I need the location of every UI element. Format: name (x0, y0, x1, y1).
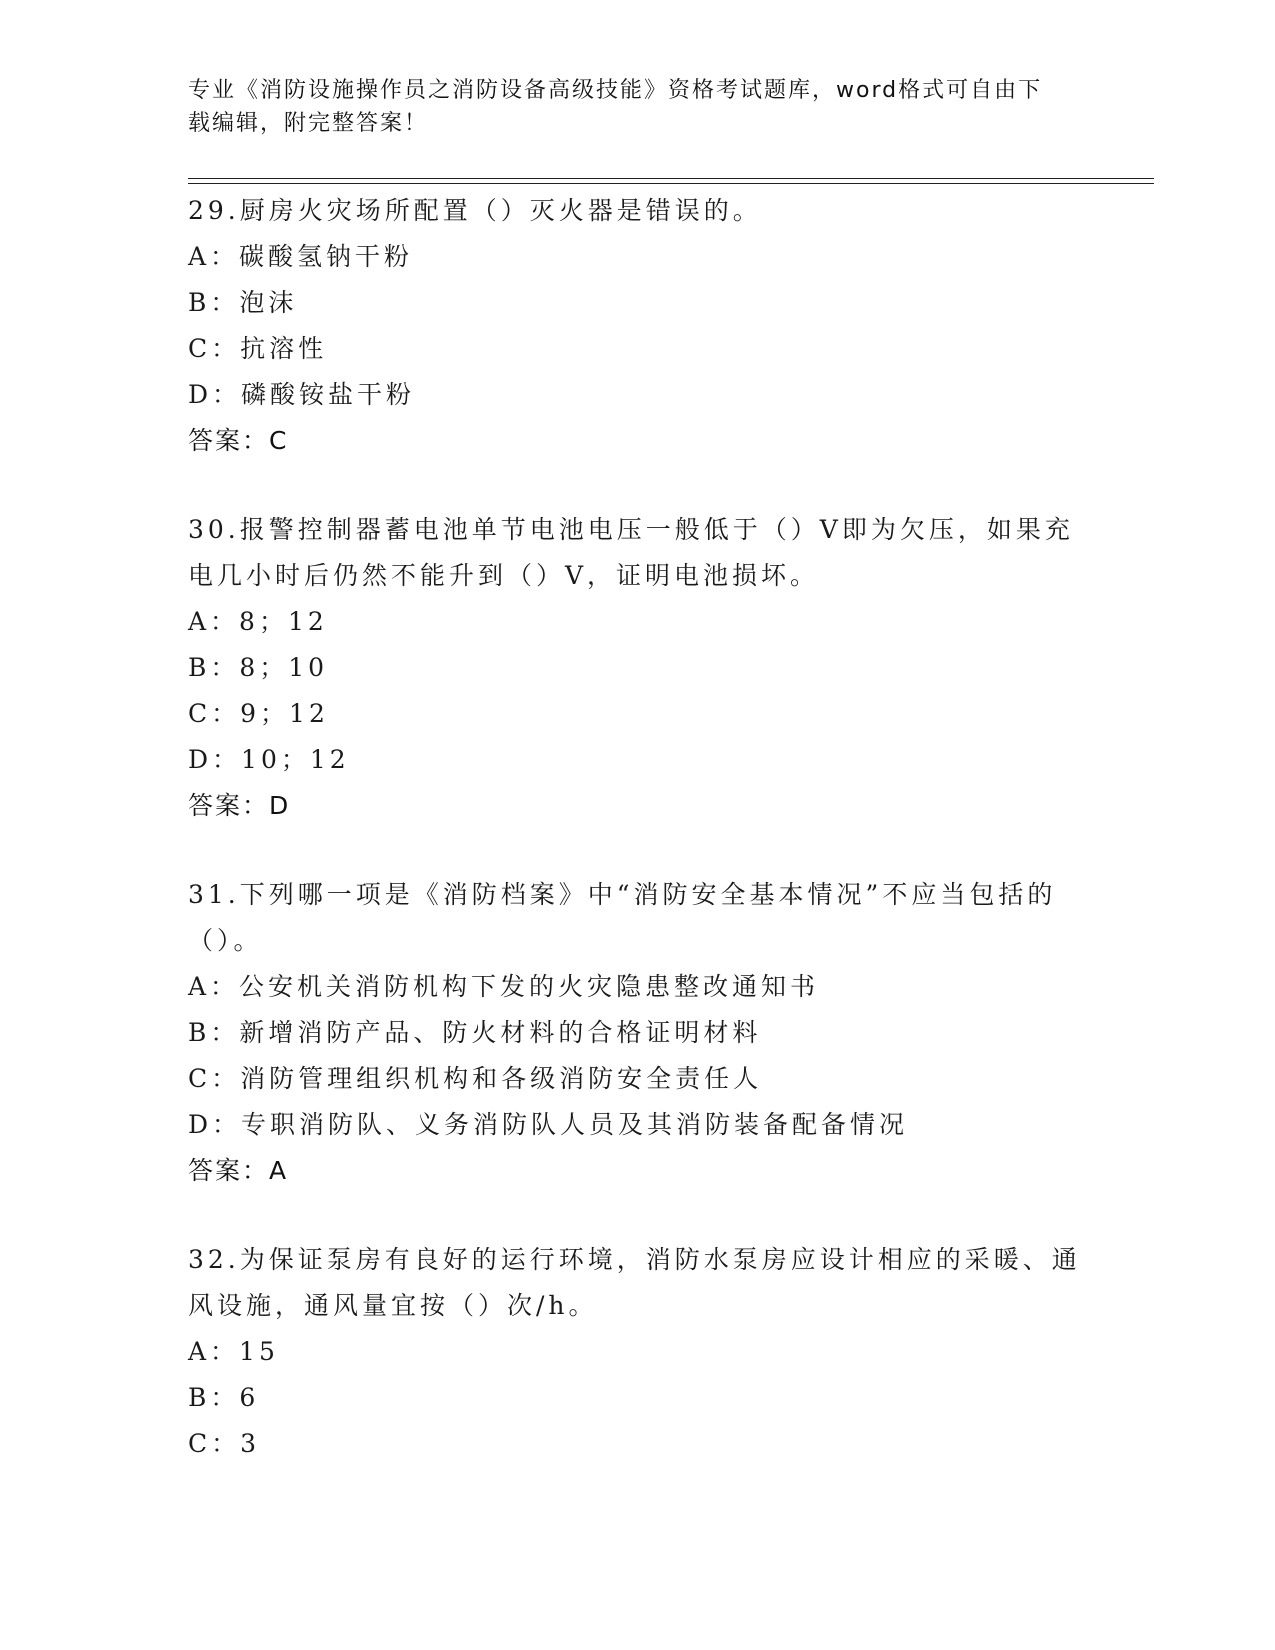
option-c: C：消防管理组织机构和各级消防安全责任人 (188, 1064, 763, 1093)
answer-line: 答案：D (188, 791, 291, 820)
option-a: A：8；12 (188, 607, 328, 636)
header-line-1: 专业《消防设施操作员之消防设备高级技能》资格考试题库，word格式可自由下 (188, 78, 1043, 103)
question-stem: 31.下列哪一项是《消防档案》中“消防安全基本情况”不应当包括的 (188, 880, 1057, 909)
option-b: B：泡沫 (188, 288, 298, 317)
option-d: D：磷酸铵盐干粉 (188, 380, 416, 409)
answer-line: 答案：C (188, 426, 289, 455)
question-29 (188, 188, 1088, 464)
option-c: C：3 (188, 1429, 261, 1458)
question-30 (188, 507, 1088, 829)
answer-line: 答案：A (188, 1156, 289, 1185)
header-divider-bottom (188, 183, 1154, 184)
question-stem-continued: 风设施，通风量宜按（）次/h。 (188, 1291, 598, 1320)
option-c: C：抗溶性 (188, 334, 328, 363)
question-spacer (188, 1194, 1088, 1237)
question-stem-continued: （）。 (188, 926, 263, 955)
header-divider-top (188, 178, 1154, 179)
option-a: A：公安机关消防机构下发的火灾隐患整改通知书 (188, 972, 820, 1001)
question-stem-continued: 电几小时后仍然不能升到（）V，证明电池损坏。 (188, 561, 820, 590)
question-spacer (188, 464, 1088, 507)
option-d: D：专职消防队、义务消防队人员及其消防装备配备情况 (188, 1110, 909, 1139)
header-line-2: 载编辑，附完整答案！ (188, 111, 429, 136)
question-stem: 30.报警控制器蓄电池单节电池电压一般低于（）V即为欠压，如果充 (188, 515, 1074, 544)
option-a: A：15 (188, 1337, 279, 1366)
option-b: B：8；10 (188, 653, 329, 682)
question-stem: 32.为保证泵房有良好的运行环境，消防水泵房应设计相应的采暖、通 (188, 1245, 1081, 1274)
question-spacer (188, 829, 1088, 872)
option-b: B：新增消防产品、防火材料的合格证明材料 (188, 1018, 762, 1047)
question-stem: 29.厨房火灾场所配置（）灭火器是错误的。 (188, 196, 762, 225)
option-c: C：9；12 (188, 699, 329, 728)
question-list (188, 188, 1088, 1467)
question-31 (188, 872, 1088, 1194)
option-a: A：碳酸氢钠干粉 (188, 242, 414, 271)
option-d: D：10；12 (188, 745, 350, 774)
option-b: B：6 (188, 1383, 260, 1412)
document-header (188, 74, 1068, 140)
question-32 (188, 1237, 1088, 1467)
